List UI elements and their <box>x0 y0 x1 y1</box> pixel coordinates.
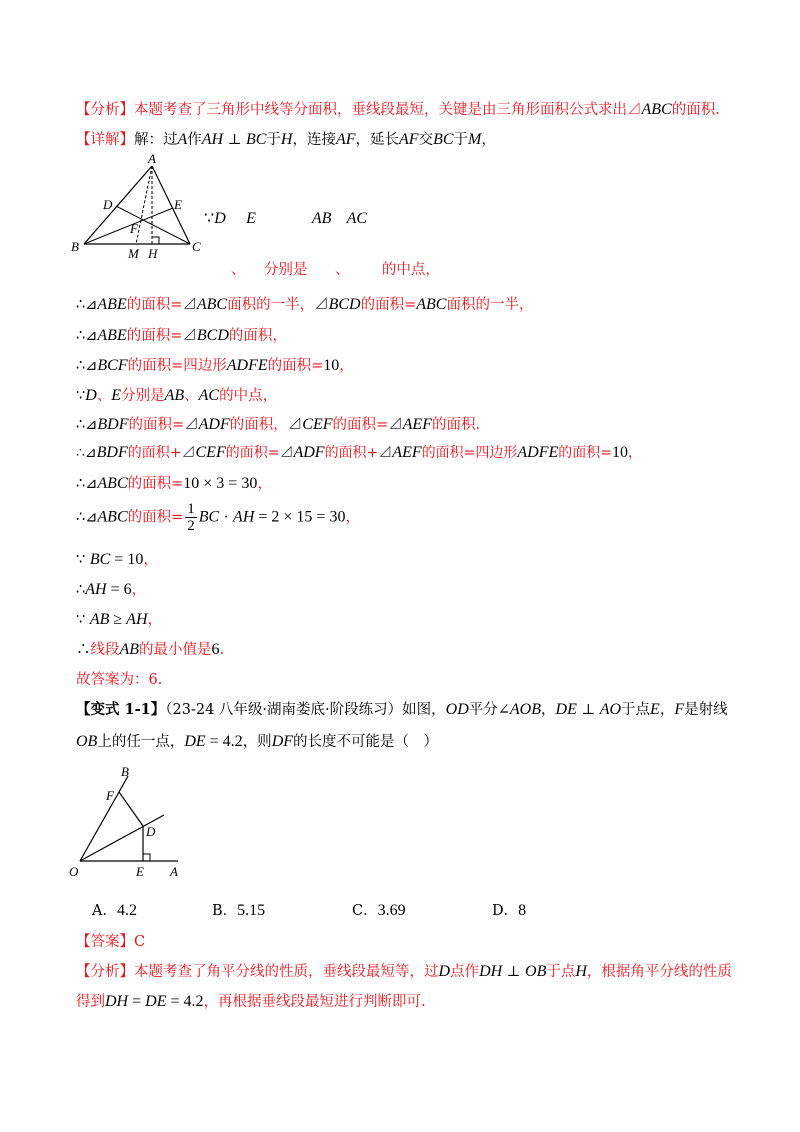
detail-line-1: 【详解】解：过A作AH ⊥ BC于H，连接AF，延长AF交BC于M， <box>76 131 496 148</box>
triangle-figure <box>66 152 216 262</box>
variant-question-line-1: 【变式 1-1】（23-24 八年级·湖南娄底·阶段练习）如图，OD平分∠AOB，DE ⊥ AO于点E，F是射线 <box>76 701 728 718</box>
label-o: O <box>69 864 79 879</box>
label-e: E <box>136 864 144 879</box>
label-m: M <box>128 246 139 261</box>
detail-tag: 【详解】 <box>76 132 134 148</box>
label-d: D <box>146 824 156 839</box>
because-midpoints-line: ∵D E AB AC <box>204 208 368 227</box>
segment-am <box>136 166 152 244</box>
midpoints-red-line: 、 分别是 、 的中点， <box>231 262 440 278</box>
answer-line-1: 故答案为：6. <box>76 672 163 688</box>
analysis-tag: 【分析】 <box>76 102 134 118</box>
tail-line: ∵ BC = 10， <box>76 551 158 568</box>
variant-tag: 【变式 1-1】 <box>76 701 166 718</box>
analysis-line-1: 【分析】本题考查了三角形中线等分面积，垂线段最短，关键是由三角形面积公式求出⊿ABC的面积. <box>76 101 720 118</box>
label-c: C <box>192 239 201 254</box>
label-b: B <box>121 764 129 779</box>
step-line: ∴⊿ABE的面积=⊿BCD的面积， <box>76 327 287 344</box>
fraction-one-half: $\frac{1}{2}$ <box>187 501 195 534</box>
step-line: ∴⊿BCF的面积=四边形ADFE的面积=10， <box>76 357 354 374</box>
median-be <box>84 208 173 244</box>
label-f: F <box>130 221 138 236</box>
tail-line: ∴线段AB的最小值是6. <box>76 641 225 658</box>
label-h: H <box>148 246 158 261</box>
label-a: A <box>170 864 178 879</box>
side-ab <box>84 166 152 244</box>
variant-question-line-2: OB上的任一点，DE = 4.2，则DF的长度不可能是（ ） <box>76 733 439 750</box>
analysis-line-2a: 【分析】本题考查了角平分线的性质，垂线段最短等，过D点作DH ⊥ OB于点H，根据角平分线的性质 <box>76 963 732 980</box>
analysis-line-2b: 得到DH = DE = 4.2，再根据垂线段最短进行判断即可. <box>76 993 426 1010</box>
step-line: ∴⊿BDF的面积=⊿ADF的面积，⊿CEF的面积=⊿AEF的面积. <box>76 416 481 433</box>
step-line: ∴⊿ABE的面积=⊿ABC面积的一半，⊿BCD的面积=ABC面积的一半， <box>76 296 534 313</box>
segment-df <box>119 792 143 826</box>
label-f: F <box>106 788 114 803</box>
right-angle-mark <box>152 237 159 244</box>
right-angle-mark <box>143 854 150 861</box>
label-e: E <box>174 197 182 212</box>
angle-bisector-figure <box>66 760 196 880</box>
label-d: D <box>103 197 113 212</box>
option-a[interactable]: A．4.2 <box>92 902 137 919</box>
step-line: ∴⊿BDF的面积+⊿CEF的面积=⊿ADF的面积+⊿AEF的面积=四边形ADFE的面积=10， <box>76 444 642 461</box>
step-line: ∴⊿ABC的面积=10 × 3 = 30， <box>76 475 272 492</box>
step-line: ∵D、E分别是AB、AC的中点， <box>76 387 278 404</box>
tail-line: ∴AH = 6， <box>76 581 147 598</box>
fraction-step-line: ∴⊿ABC的面积= $\frac{1}{2}$ BC · AH = 2 × 15 = 30， <box>76 501 360 534</box>
label-b: B <box>71 239 79 254</box>
option-d[interactable]: D．8 <box>492 902 527 919</box>
side-ac <box>152 166 190 244</box>
option-b[interactable]: B．5.15 <box>212 902 266 919</box>
answer-line-2: 【答案】C <box>76 934 146 950</box>
option-c[interactable]: C．3.69 <box>352 902 406 919</box>
label-a: A <box>148 152 156 166</box>
triangle-symbol: ⊿ <box>627 102 642 118</box>
tail-line: ∵ AB ≥ AH， <box>76 611 162 628</box>
